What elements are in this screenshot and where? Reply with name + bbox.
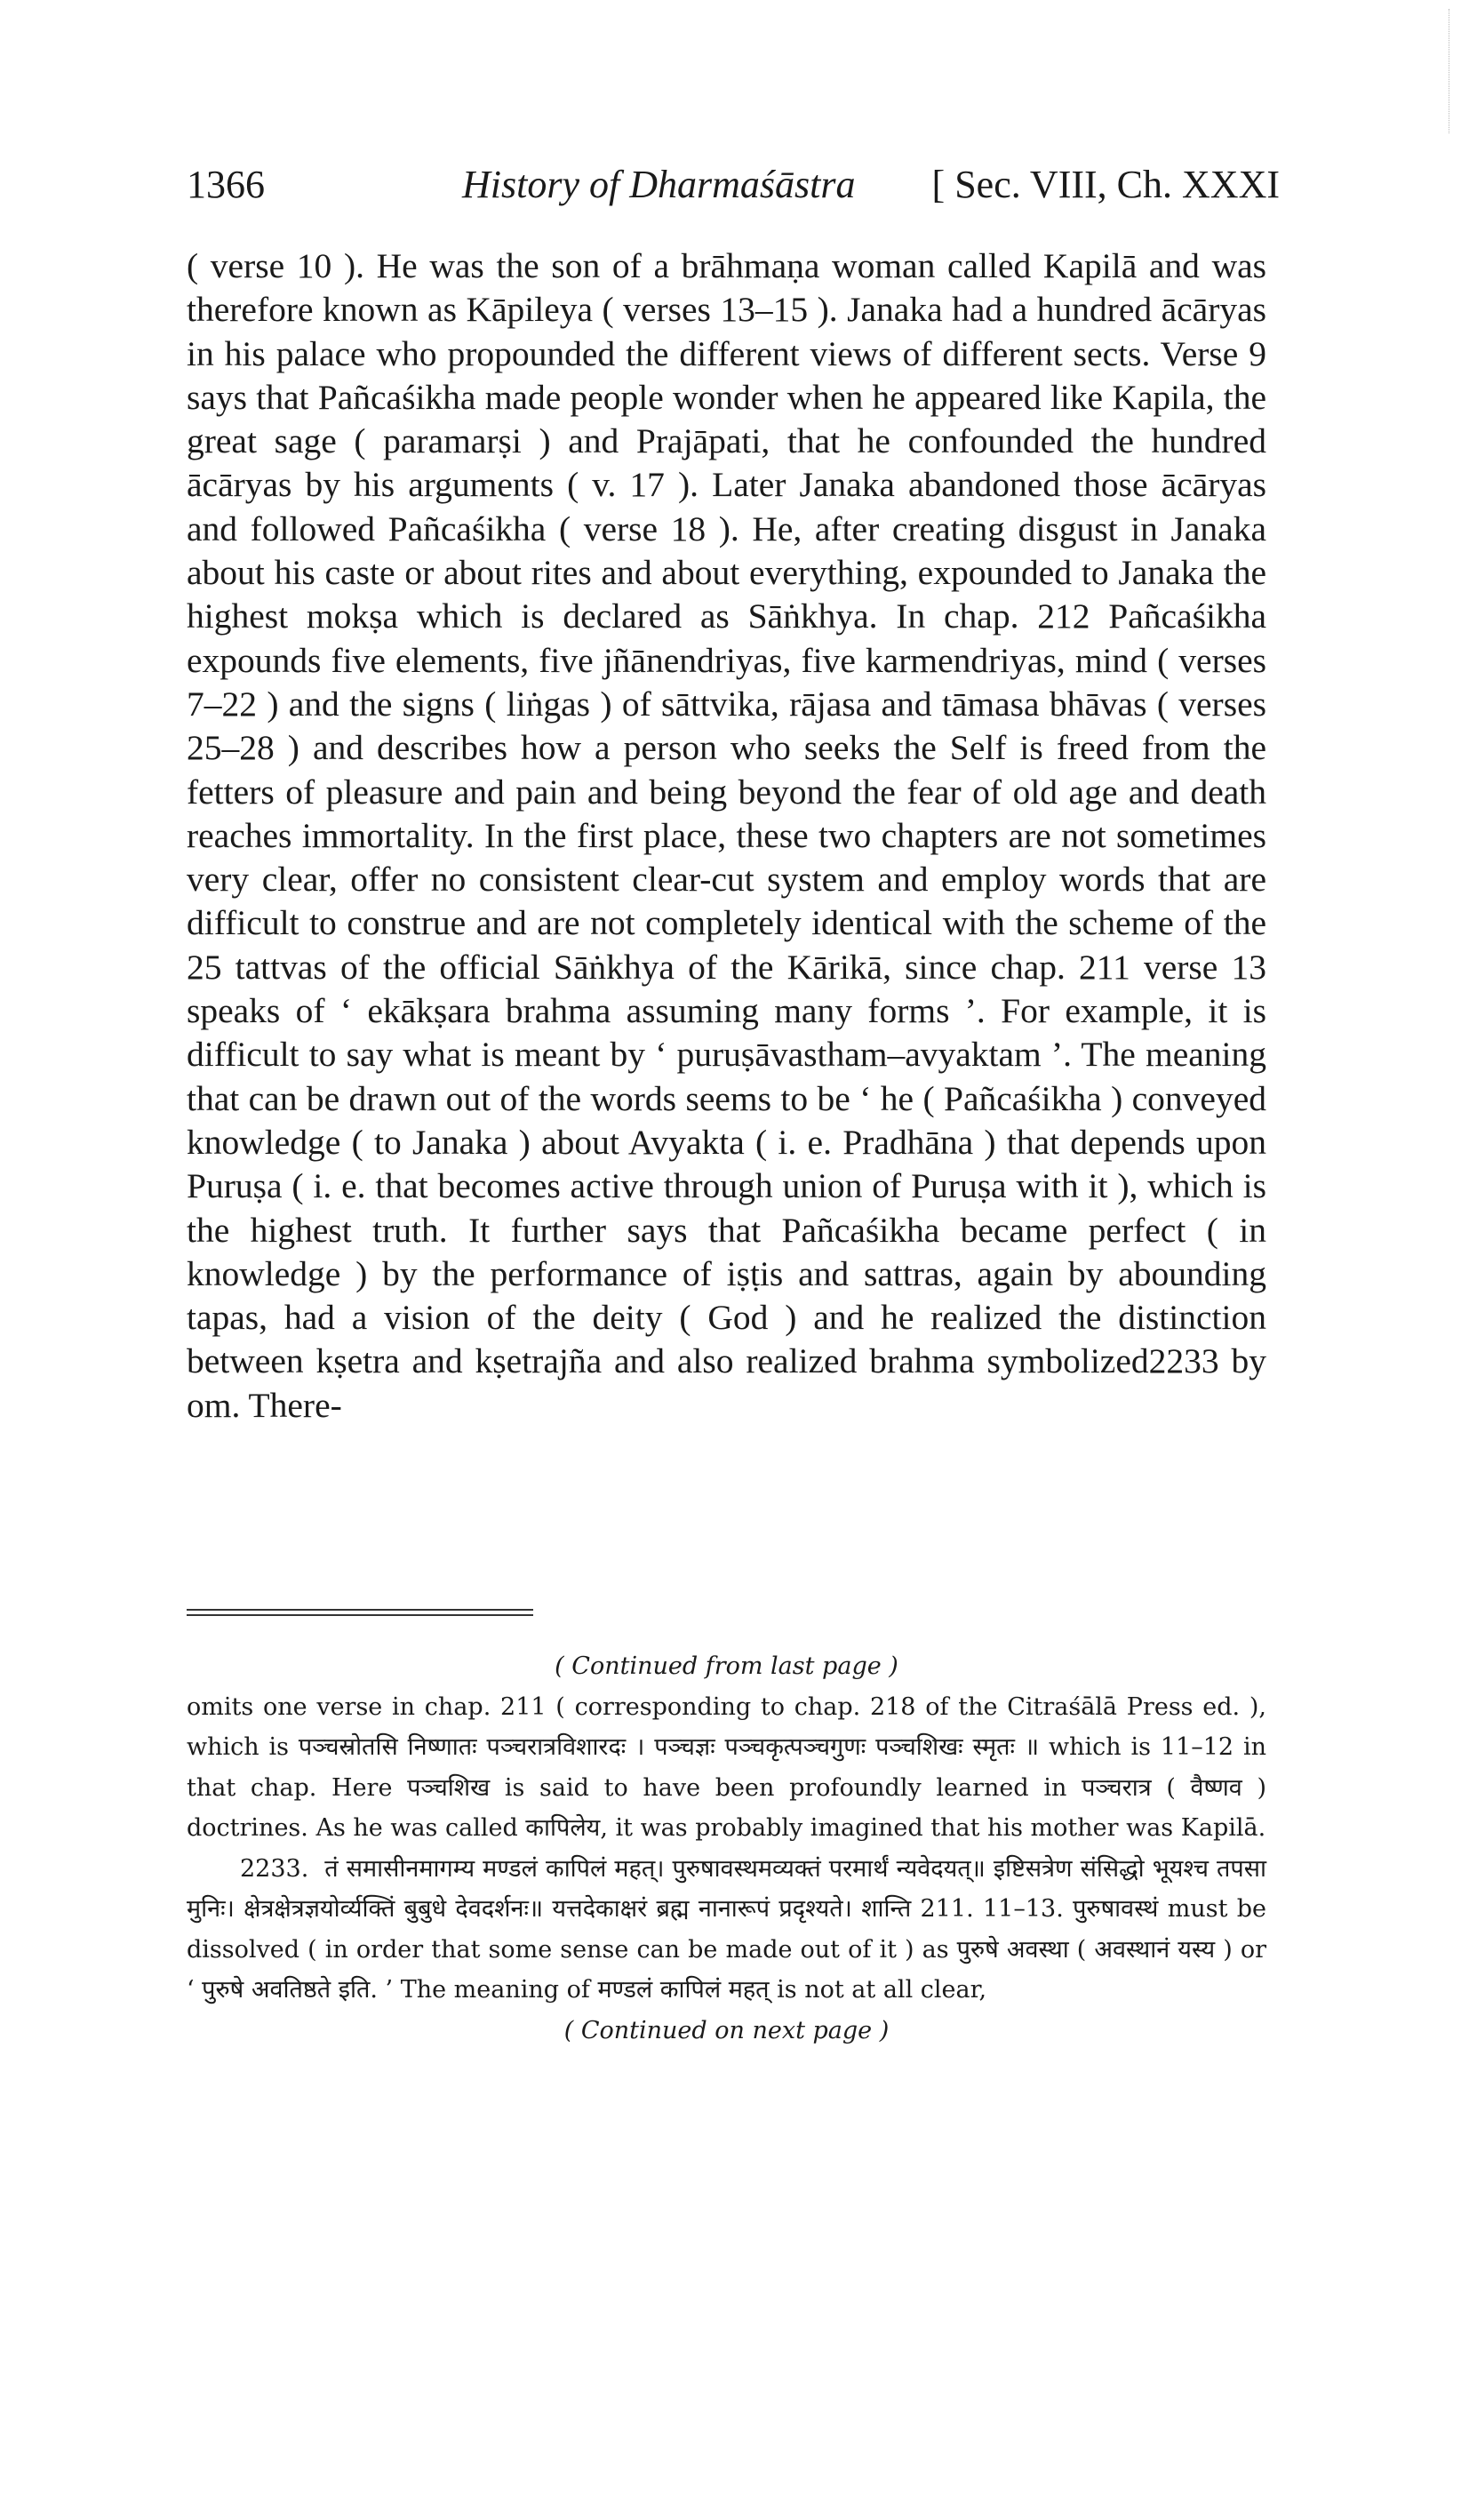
running-title: History of Dharmaśāstra — [462, 163, 856, 206]
footnote-2233 — [187, 1849, 1266, 2011]
footnotes — [187, 1646, 1266, 2051]
footnote-continued: omits one verse in chap. 211 ( corresponding to chap. 218 of the Citraśālā Press ed. ), which is पञ्चस्रोतसि निष्णातः पञ्चरात्रविशारदः । पञ्चज्ञः पञ्चकृत्पञ्चगुणः पञ्चशिखः स्मृतः ॥ which is 11–12 in that chap. Here पञ्चशिख is said to have been profoundly learned in पञ्चरात्र ( वैष्णव ) doctrines. As he was called कापिलेय, it was probably imagined that his mother was Kapilā. — [187, 1692, 1266, 1842]
section-reference: [ Sec. VIII, Ch. XXXI — [931, 163, 1280, 206]
page-edge-mark — [1447, 9, 1449, 133]
continued-on-note: ( Continued on next page ) — [563, 2016, 890, 2044]
running-header — [187, 153, 1280, 215]
main-text — [187, 244, 1266, 1428]
page-number: 1366 — [187, 163, 265, 206]
footnote-2233-text: तं समासीनमागम्य मण्डलं कापिलं महत्। पुरुषावस्थमव्यक्तं परमार्थं न्यवेदयत्॥ इष्टिसत्रेण संसिद्धो भूयश्च तपसा मुनिः। क्षेत्रक्षेत्रज्ञयोर्व्यक्तिं बुबुधे देवदर्शनः॥ यत्तदेकाक्षरं ब्रह्म नानारूपं प्रदृश्यते। शान्ति 211. 11–13. पुरुषावस्थं must be dissolved ( in order that some sense can be made out of it ) as पुरुषे अवस्था ( अवस्थानं यस्य ) or ‘ पुरुषे अवतिष्ठते इति. ’ The meaning of मण्डलं कापिलं महत् is not at all clear, — [187, 1854, 1266, 2004]
continued-from-note: ( Continued from last page ) — [555, 1652, 898, 1680]
body-paragraph: ( verse 10 ). He was the son of a brāhmaṇa woman called Kapilā and was therefore known as Kāpileya ( verses 13–15 ). Janaka had a hundred ācāryas in his palace who propounded the different views of different sects. Verse 9 says that Pañcaśikha made people wonder when he appeared like Kapila, the great sage ( paramarṣi ) and Prajāpati, that he confounded the hundred ācāryas by his arguments ( v. 17 ). Later Janaka abandoned those ācāryas and followed Pañcaśikha ( verse 18 ). He, after creating disgust in Janaka about his caste or about rites and about everything, expounded to Janaka the highest mokṣa which is declared as Sāṅkhya. In chap. 212 Pañcaśikha expounds five elements, five jñānendriyas, five karmendriyas, mind ( verses 7–22 ) and the signs ( liṅgas ) of sāttvika, rājasa and tāmasa bhāvas ( verses 25–28 ) and describes how a person who seeks the Self is freed from the fetters of pleasure and pain and being beyond the fear of old age and death reaches immortality. In the first place, these two chapters are not sometimes very clear, offer no consistent clear-cut system and employ words that are difficult to construe and are not completely identical with the scheme of the 25 tattvas of the official Sāṅkhya of the Kārikā, since chap. 211 verse 13 speaks of ‘ ekākṣara brahma assuming many forms ’. For example, it is difficult to say what is meant by ‘ puruṣāvastham–avyaktam ’. The meaning that can be drawn out of the words seems to be ‘ he ( Pañcaśikha ) conveyed knowledge ( to Janaka ) about Avyakta ( i. e. Pradhāna ) that depends upon Puruṣa ( i. e. that becomes active through union of Puruṣa with it ), which is the highest truth. It further says that Pañcaśikha became perfect ( in knowledge ) by the performance of iṣṭis and sattras, again by abounding tapas, had a vision of the deity ( God ) and he realized the distinction between kṣetra and kṣetrajña and also realized brahma symbolized2233 by om. There- — [187, 246, 1266, 1425]
footnote-rule — [187, 1609, 533, 1616]
footnote-number: 2233. — [240, 1854, 309, 1883]
